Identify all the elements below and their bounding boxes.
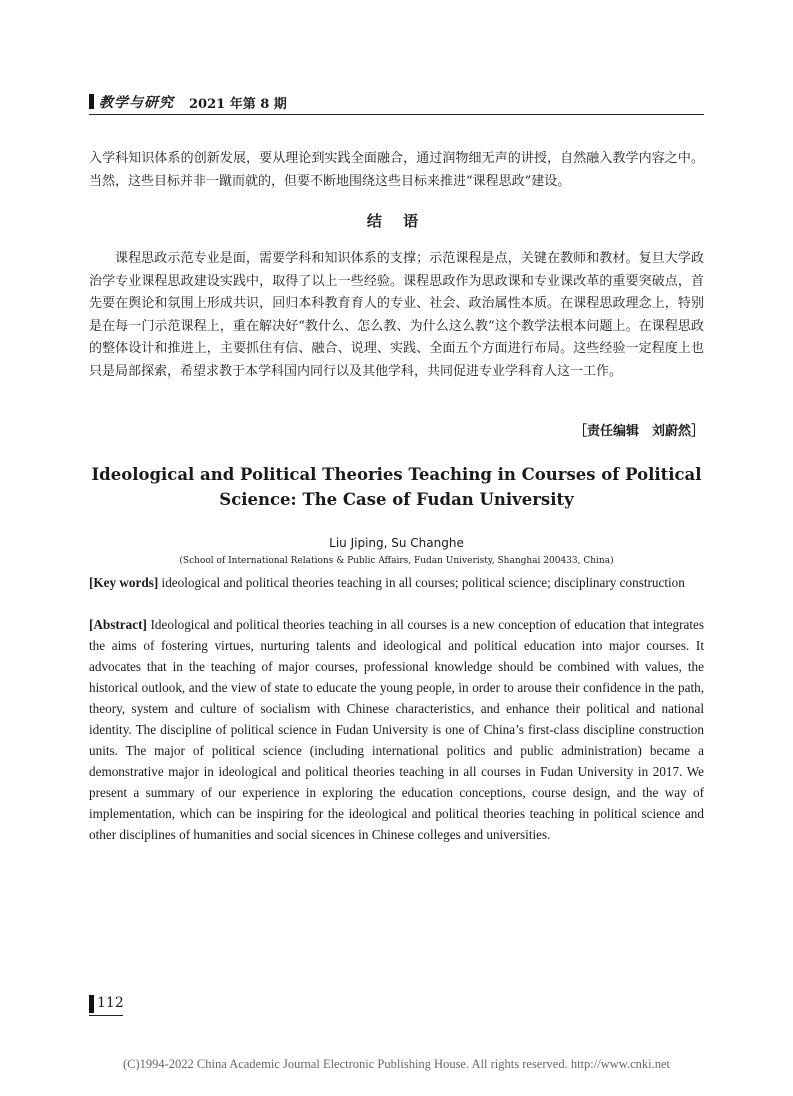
page-number-bar (89, 995, 94, 1013)
section-heading-conclusion: 结 语 (366, 212, 427, 230)
english-authors: Liu Jiping, Su Changhe (329, 536, 464, 550)
page-number: 112 (97, 995, 124, 1011)
english-title: Ideological and Political Theories Teaching in Courses of Political Science: The Case of Fudan University (91, 465, 702, 509)
abstract-block (89, 614, 704, 845)
abstract-label: [Abstract] (89, 617, 147, 632)
issue-label: 2021 年第 8 期 (189, 97, 287, 112)
body-paragraph-1: 入学科知识体系的创新发展，要从理论到实践全面融合，通过润物细无声的讲授，自然融入教学内容之中。当然，这些目标并非一蹴而就的，但要不断地围绕这些目标来推进“课程思政”建设。 (89, 151, 704, 189)
keywords-block (89, 572, 704, 593)
header-bar (89, 94, 94, 109)
english-affiliation: (School of International Relations & Public Affairs, Fudan Univeristy, Shanghai 200433, China) (179, 556, 614, 566)
journal-name: 教学与研究 (99, 95, 174, 111)
page-number-box (89, 993, 123, 1016)
copyright-footer: (C)1994-2022 China Academic Journal Electronic Publishing House. All rights reserved. http://www.cnki.net (122, 1057, 670, 1071)
keywords-text: ideological and political theories teaching in all courses; political science; disciplinary construction (161, 575, 685, 590)
keywords-label: [Key words] (89, 575, 159, 590)
running-header (89, 92, 704, 115)
responsible-editor: ［责任编辑 刘蔚然］ (573, 424, 704, 439)
body-paragraph-2: 课程思政示范专业是面，需要学科和知识体系的支撑；示范课程是点，关键在教师和教材。复旦大学政治学专业课程思政建设实践中，取得了以上一些经验。课程思政作为思政课和专业课改革的重要突破点，首先要在舆论和氛围上形成共识，回归本科教育育人的专业、社会、政治属性本质。在课程思政理念上，特别是在每一门示范课程上，重在解决好“教什么、怎么教、为什么这么教”这个教学法根本问题上。在课程思政的整体设计和推进上，主要抓住有信、融合、说理、实践、全面五个方面进行布局。这些经验一定程度上也只是局部探索，希望求教于本学科国内同行以及其他学科，共同促进专业学科育人这一工作。 (89, 251, 704, 379)
abstract-text: Ideological and political theories teaching in all courses is a new conception of education that integrates the aims of fostering virtues, nurturing talents and ideological and political education into major courses. It advocates that in the teaching of major courses, professional knowledge should be combined with values, the historical outlook, and the view of state to educate the young people, in order to arouse their confidence in the path, theory, system and culture of socialism with Chinese characteristics, and enhance their political and national identity. The discipline of political science in Fudan University is one of China’s first-class discipline construction units. The major of political science (including international politics and public administration) became a demonstrative major in ideological and political theories teaching in all courses in Fudan University in 2017. We present a summary of our experience in exploring the education conceptions, course design, and the way of implementation, which can be inspiring for the ideological and political theories teaching in political science and other disciplines of humanities and social sicences in Chinese colleges and universities. (89, 617, 704, 842)
